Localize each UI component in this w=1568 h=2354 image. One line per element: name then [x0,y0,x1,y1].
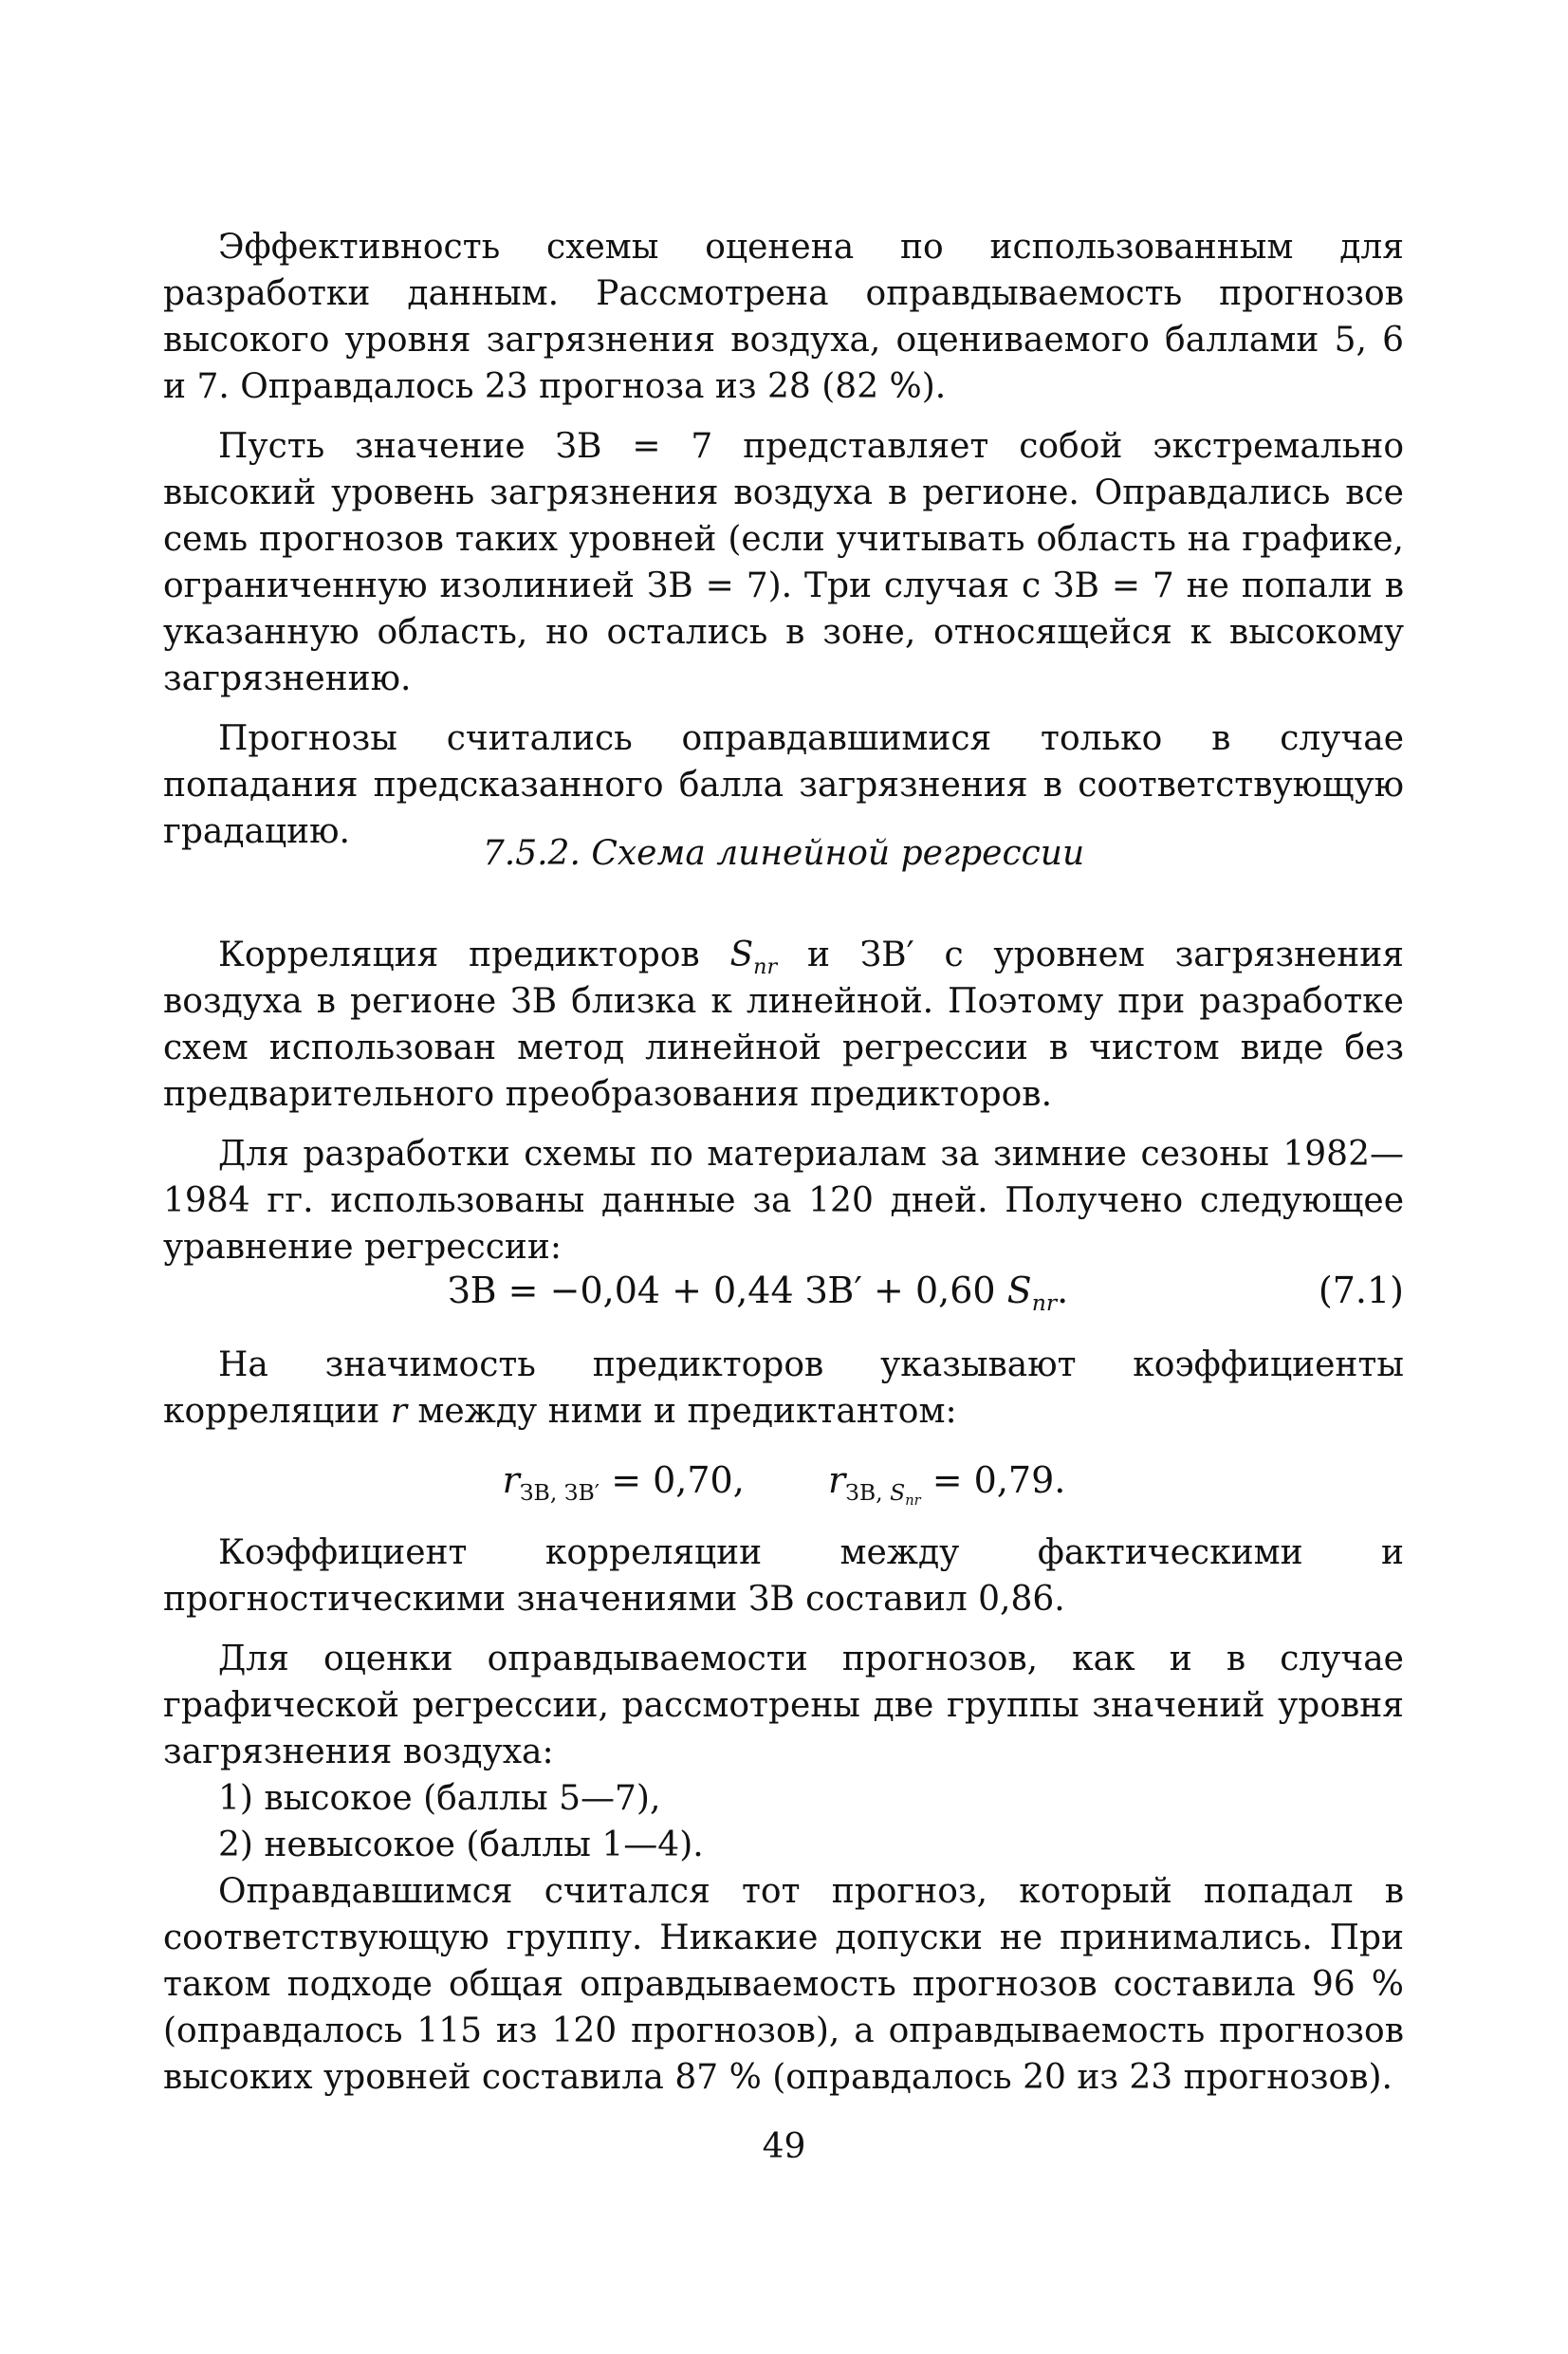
list-item-low: 2) невысокое (баллы 1—4). [218,1826,704,1864]
math-symbol: S [1006,1270,1032,1311]
subscript-index: пr [905,1492,921,1510]
page-number: 49 [762,2127,806,2166]
paragraph-forecast-criteria: Прогнозы считались оправдавшимися только в случае попадания предсказанного балла загрязнения в соответствующую градацию. [163,719,1404,851]
section-evaluation [163,1529,1404,2101]
math-symbol: r [390,1392,407,1431]
math-subscript: пr [1031,1289,1058,1317]
subscript-part: ЗВ, [845,1479,891,1507]
coefficient-value: = 0,70, [600,1459,745,1501]
text-segment: и ЗВ′ с уровнем загрязнения воздуха в регионе ЗВ близка к линейной. Поэтому при разработке схем использован метод линейной регрессии в чистом виде без предварительного преобразования предикторов. [163,936,1404,1114]
paragraph-efficiency: Эффективность схемы оценена по использованным для разработки данным. Рассмотрена оправдываемость прогнозов высокого уровня загрязнения воздуха, оцениваемого баллами 5, 6 и 7. Оправдалось 23 прогноза из 28 (82 %). [163,228,1404,406]
equation-tail: . [1057,1270,1069,1311]
equation-body: ЗВ = −0,04 + 0,44 ЗВ′ + 0,60 [448,1270,1007,1311]
correlation-coefficients [0,1456,1568,1510]
section-significance [163,1342,1404,1435]
paragraph-results: Оправдавшимся считался тот прогноз, который попадал в соответствующую группу. Никакие допуски не принимались. При таком подходе общая оправдываемость прогнозов составила 96 % (оправдалось 115 из 120 прогнозов), а оправдываемость прогнозов высоких уровней составила 87 % (оправдалось 20 из 23 прогнозов). [163,1872,1404,2097]
text-segment: На значимость предикторов указывают коэффициенты корреляции [163,1345,1404,1431]
list-item-high: 1) высокое (баллы 5—7), [218,1779,661,1818]
paragraph-correlation-result: Коэффициент корреляции между фактическими и прогностическими значениями ЗВ составил 0,86. [163,1533,1404,1619]
math-symbol: r [827,1459,846,1501]
coefficient-2 [827,1459,1066,1510]
math-subscript [845,1479,921,1510]
equation-expression [448,1267,1069,1317]
text-segment: Корреляция предикторов [218,936,730,974]
coefficient-1 [502,1459,745,1507]
paragraph-data-source: Для разработки схемы по материалам за зимние сезоны 1982—1984 гг. использованы данные за 120 дней. Получено следующее уравнение регрессии: [163,1135,1404,1267]
coefficient-value: = 0,79. [920,1459,1066,1501]
text-segment: между ними и предиктантом: [406,1392,957,1431]
paragraph-groups: Для оценки оправдываемости прогнозов, как и в случае графической регрессии, рассмотрены две группы значений уровня загрязнения воздуха: [163,1640,1404,1771]
math-symbol: S [729,936,754,974]
section-heading: 7.5.2. Схема линейной регрессии [482,834,1085,873]
subscript-symbol: S [890,1479,906,1507]
paragraph-significance [163,1342,1404,1435]
math-subscript: пr [753,954,778,979]
paragraph-correlation [163,932,1404,1118]
section-regression [163,932,1404,1270]
paragraph-extreme-level: Пусть значение ЗВ = 7 представляет собой экстремально высокий уровень загрязнения воздуха в регионе. Оправдались все семь прогнозов таких уровней (если учитывать область на графике, ограниченную изолинией ЗВ = 7). Три случая с ЗВ = 7 не попали в указанную область, но остались в зоне, относящейся к высокому загрязнению. [163,427,1404,698]
math-symbol: r [502,1459,520,1501]
equation-number: (7.1) [1318,1270,1404,1311]
section-intro [163,224,1404,855]
math-subscript: ЗВ, ЗВ′ [519,1479,600,1507]
